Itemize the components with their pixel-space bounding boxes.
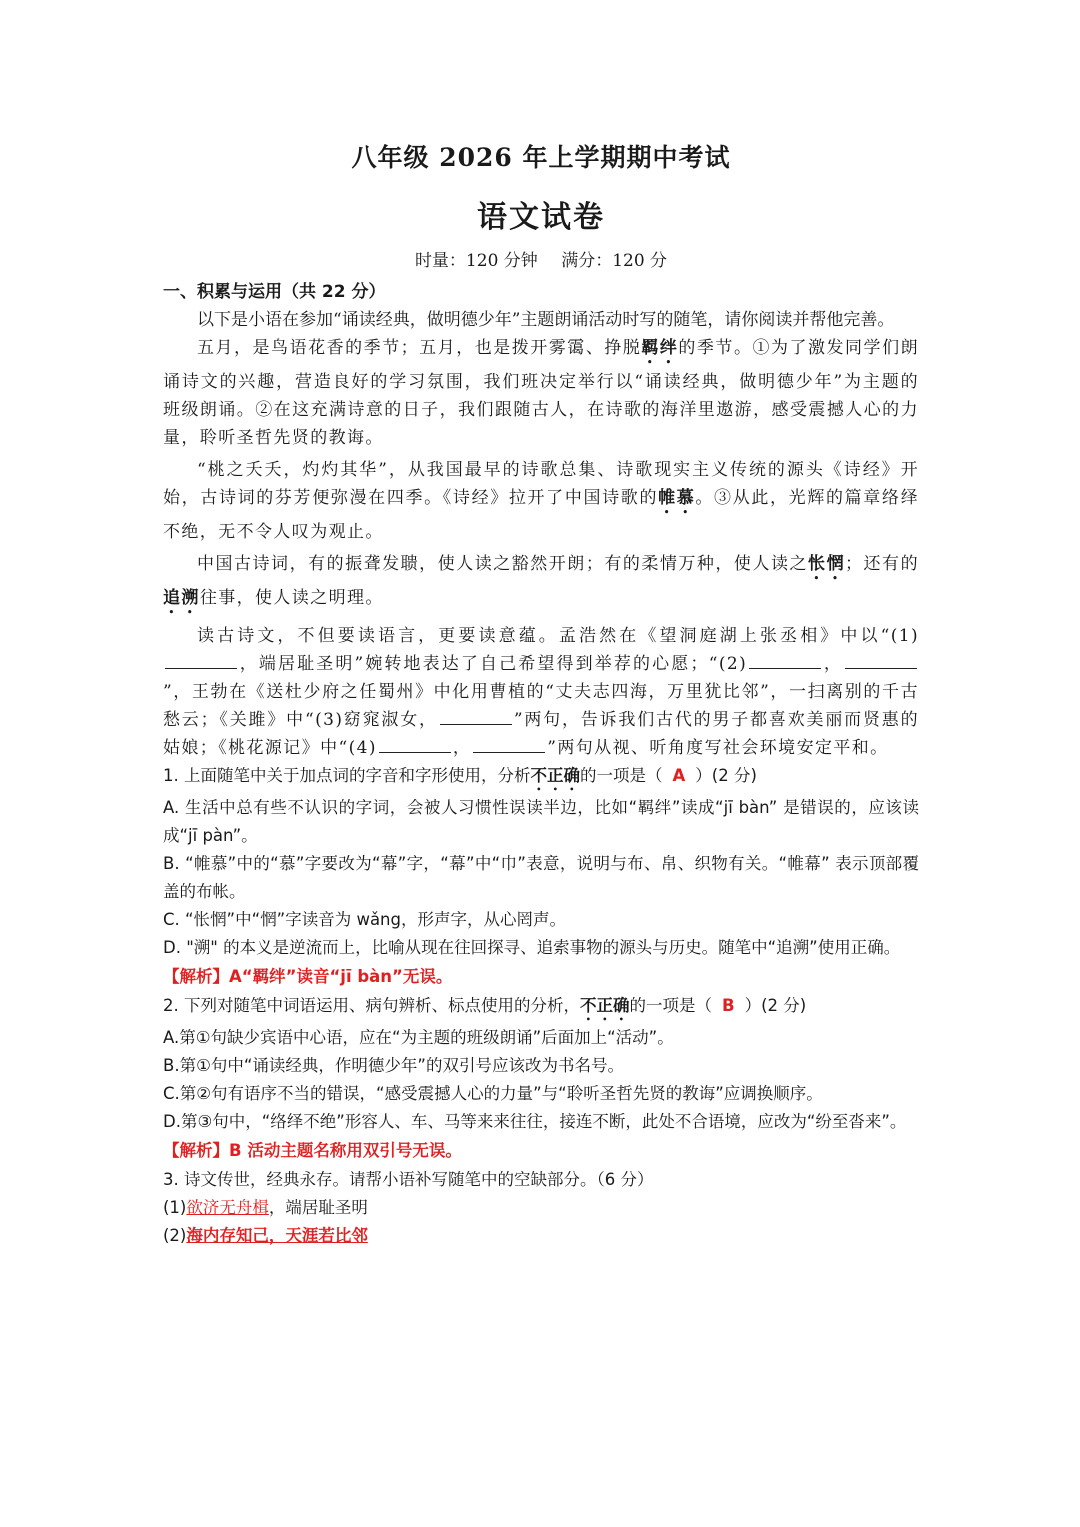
- dotted-word: 追溯: [163, 588, 200, 608]
- essay-paragraph-2: “桃之夭夭，灼灼其华”，从我国最早的诗歌总集、诗歌现实主义传统的源头《诗经》开始，古诗词的芬芳便弥漫在四季。《诗经》拉开了中国诗歌的帷慕。③从此，光辉的篇章络绎不绝，无不令人叹为观止。: [163, 460, 919, 542]
- section-intro: 以下是小语在参加“诵读经典，做明德少年”主题朗诵活动时写的随笔，请你阅读并帮他完善。: [197, 310, 895, 330]
- page-content: [163, 140, 919, 1250]
- question-1-option-a: A. 生活中总有些不认识的字词，会被人习惯性误读半边，比如“羁绊”读成“jī bàn” 是错误的，应该读成“jī pàn”。: [163, 798, 919, 845]
- fill-blank: [440, 706, 512, 725]
- question-1-option-b: B. “帷慕”中的“慕”字要改为“幕”字，“幕”中“巾”表意，说明与布、帛、织物有关。“帷幕” 表示顶部覆盖的布帐。: [163, 854, 919, 901]
- question-1-answer: A: [672, 766, 686, 785]
- question-2-answer: B: [722, 996, 735, 1015]
- essay-paragraph-4: 读古诗文，不但要读语言，更要读意蕴。孟浩然在《望洞庭湖上张丞相》中以“(1)，端居耻圣明”婉转地表达了自己希望得到举荐的心愿；“(2) ，”，王勃在《送杜少府之任蜀州》中化用曹植的“丈夫志四海，万里犹比邻”，一扫离别的千古愁云；《关雎》中“(3)窈窕淑女， ”两句，告诉我们古代的男子都喜欢美丽而贤惠的姑娘；《桃花源记》中“(4) ， ”两句从视、听角度写社会环境安定平和。: [163, 626, 919, 758]
- essay: [163, 334, 919, 762]
- exam-full-score: 满分：120 分: [561, 251, 668, 271]
- fill-blank: [379, 734, 451, 753]
- question-1-option-d: D. "溯" 的本义是逆流而上，比喻从现在往回探寻、追索事物的源头与历史。随笔中“追溯”使用正确。: [163, 938, 901, 957]
- question-2-stem: 2. 下列对随笔中词语运用、病句辨析、标点使用的分析，不正确的一项是（ B ）(2 分): [163, 996, 807, 1015]
- question-2-option-d: D.第③句中，“络绎不绝”形容人、车、马等来来往往，接连不断，此处不合语境，应改为“纷至沓来”。: [163, 1112, 907, 1131]
- exam-meta: [163, 246, 919, 276]
- dotted-word: 不正确: [580, 996, 630, 1015]
- question-2-option-a: A.第①句缺少宾语中心语，应在“为主题的班级朗诵”后面加上“活动”。: [163, 1028, 674, 1047]
- question-2-analysis: 【解析】B 活动主题名称用双引号无误。: [163, 1141, 462, 1160]
- paper-title: 语文试卷: [477, 200, 605, 235]
- dotted-word: 怅惘: [808, 554, 846, 574]
- fill-blank: [165, 650, 237, 669]
- question-3-answer-1: (1)欲济无舟楫，端居耻圣明: [163, 1198, 368, 1217]
- exam-time: 时量：120 分钟: [414, 251, 538, 271]
- question-3-answer-2: (2)海内存知己，天涯若比邻: [163, 1226, 368, 1245]
- fill-blank: [473, 734, 545, 753]
- section-title: 一、积累与运用（共 22 分）: [163, 282, 386, 302]
- essay-paragraph-1: 五月，是鸟语花香的季节；五月，也是拨开雾霭、挣脱羁绊的季节。①为了激发同学们朗诵诗文的兴趣，营造良好的学习氛围，我们班决定举行以“诵读经典，做明德少年”为主题的班级朗诵。②在这充满诗意的日子，我们跟随古人，在诗歌的海洋里遨游，感受震撼人心的力量，聆听圣哲先贤的教诲。: [163, 338, 919, 448]
- answer-text: 欲济无舟楫: [186, 1198, 269, 1217]
- question-1-option-c: C. “怅惘”中“惘”字读音为 wǎng，形声字，从心罔声。: [163, 910, 566, 929]
- question-2-option-c: C.第②句有语序不当的错误，“感受震撼人心的力量”与“聆听圣哲先贤的教诲”应调换顺序。: [163, 1084, 823, 1103]
- question-1-stem: 1. 上面随笔中关于加点词的字音和字形使用，分析不正确的一项是（ A ）(2 分): [163, 766, 757, 785]
- dotted-word: 不正确: [530, 766, 580, 785]
- fill-blank: [845, 650, 917, 669]
- dotted-word: 帷慕: [658, 488, 696, 508]
- question-3-stem: 3. 诗文传世，经典永存。请帮小语补写随笔中的空缺部分。（6 分）: [163, 1170, 654, 1189]
- question-1-analysis: 【解析】A“羁绊”读音“jī bàn”无误。: [163, 967, 453, 986]
- fill-blank: [749, 650, 821, 669]
- answer-text: 海内存知己，天涯若比邻: [186, 1226, 368, 1245]
- dotted-word: 羁绊: [641, 338, 679, 358]
- essay-paragraph-3: 中国古诗词，有的振聋发聩，使人读之豁然开朗；有的柔情万种，使人读之怅惘；还有的追溯往事，使人读之明理。: [163, 554, 919, 608]
- exam-title: 八年级 2026 年上学期期中考试: [351, 143, 731, 172]
- question-2-option-b: B.第①句中“诵读经典，作明德少年”的双引号应该改为书名号。: [163, 1056, 624, 1075]
